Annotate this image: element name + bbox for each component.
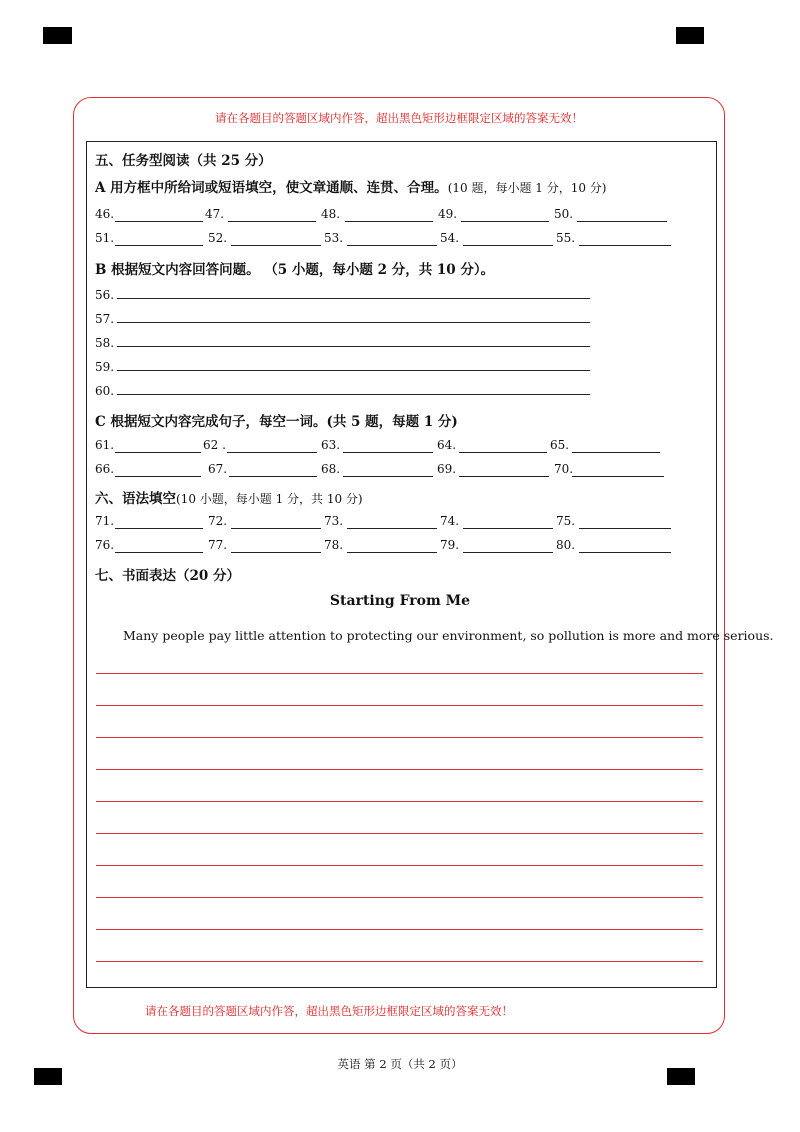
q79-number: 79. (440, 538, 460, 552)
q58-number: 58. (95, 336, 115, 350)
writing-line[interactable] (96, 897, 703, 898)
q59-number: 59. (95, 360, 115, 374)
q54-number: 54. (440, 231, 460, 245)
q62-number: 62 . (203, 438, 226, 452)
q57-answer-line[interactable] (117, 322, 590, 323)
writing-line[interactable] (96, 929, 703, 930)
q51-blank[interactable] (115, 245, 203, 246)
q47-blank[interactable] (228, 221, 316, 222)
q46-blank[interactable] (115, 221, 203, 222)
q79-blank[interactable] (463, 552, 553, 553)
q62-blank[interactable] (227, 452, 317, 453)
q80-number: 80. (556, 538, 576, 552)
q64-number: 64. (437, 438, 457, 452)
q73-blank[interactable] (347, 528, 437, 529)
registration-mark-top-left (43, 27, 72, 44)
warning-bottom: 请在各题目的答题区域内作答，超出黑色矩形边框限定区域的答案无效！ (145, 1004, 513, 1018)
q63-number: 63. (321, 438, 341, 452)
q66-blank[interactable] (115, 476, 201, 477)
q78-blank[interactable] (347, 552, 437, 553)
q71-number: 71. (95, 514, 115, 528)
writing-line[interactable] (96, 961, 703, 962)
q46-number: 46. (95, 207, 115, 221)
q52-number: 52. (208, 231, 228, 245)
q78-number: 78. (324, 538, 344, 552)
writing-line[interactable] (96, 801, 703, 802)
q70-blank[interactable] (572, 476, 664, 477)
q61-number: 61. (95, 438, 115, 452)
writing-line[interactable] (96, 865, 703, 866)
q75-blank[interactable] (579, 528, 671, 529)
q66-number: 66. (95, 462, 115, 476)
partA-note: (10 题，每小题 1 分，10 分) (447, 181, 607, 195)
q58-answer-line[interactable] (117, 346, 590, 347)
q69-blank[interactable] (459, 476, 549, 477)
registration-mark-top-right (676, 27, 704, 44)
q68-blank[interactable] (343, 476, 433, 477)
q55-number: 55. (556, 231, 576, 245)
section6-heading (95, 487, 363, 507)
q61-blank[interactable] (115, 452, 201, 453)
section6-title: 六、语法填空 (95, 491, 176, 507)
q76-blank[interactable] (115, 552, 203, 553)
q65-number: 65. (550, 438, 570, 452)
q48-number: 48. (321, 207, 341, 221)
q67-blank[interactable] (229, 476, 317, 477)
essay-title: Starting From Me (329, 593, 471, 609)
q71-blank[interactable] (115, 528, 203, 529)
essay-prompt: Many people pay little attention to protecting our environment, so pollution is more and more serious. (123, 628, 774, 643)
q56-answer-line[interactable] (117, 298, 590, 299)
q77-number: 77. (208, 538, 228, 552)
q54-blank[interactable] (463, 245, 553, 246)
partB-title: B 根据短文内容回答问题。 （5 小题，每小题 2 分，共 10 分）。 (95, 262, 495, 278)
q50-number: 50. (554, 207, 574, 221)
q48-blank[interactable] (345, 221, 433, 222)
q77-blank[interactable] (231, 552, 321, 553)
writing-line[interactable] (96, 673, 703, 674)
q53-blank[interactable] (347, 245, 437, 246)
q80-blank[interactable] (579, 552, 671, 553)
partC-title: C 根据短文内容完成句子，每空一词。(共 5 题，每题 1 分) (95, 414, 458, 430)
writing-line[interactable] (96, 705, 703, 706)
q55-blank[interactable] (579, 245, 671, 246)
q53-number: 53. (324, 231, 344, 245)
q69-number: 69. (437, 462, 457, 476)
q60-answer-line[interactable] (117, 394, 590, 395)
q75-number: 75. (556, 514, 576, 528)
q73-number: 73. (324, 514, 344, 528)
writing-line[interactable] (96, 769, 703, 770)
q52-blank[interactable] (231, 245, 321, 246)
q57-number: 57. (95, 312, 115, 326)
q68-number: 68. (321, 462, 341, 476)
q72-blank[interactable] (231, 528, 321, 529)
q76-number: 76. (95, 538, 115, 552)
partA-title: A 用方框中所给词或短语填空，使文章通顺、连贯、合理。 (95, 180, 448, 196)
q65-blank[interactable] (572, 452, 660, 453)
section6-note: (10 小题，每小题 1 分，共 10 分) (176, 492, 363, 506)
q50-blank[interactable] (577, 221, 667, 222)
writing-line[interactable] (96, 833, 703, 834)
q49-blank[interactable] (461, 221, 549, 222)
q59-answer-line[interactable] (117, 370, 590, 371)
q51-number: 51. (95, 231, 115, 245)
warning-top: 请在各题目的答题区域内作答，超出黑色矩形边框限定区域的答案无效！ (215, 111, 583, 125)
section7-title: 七、书面表达（20 分） (95, 568, 240, 584)
q47-number: 47. (205, 207, 225, 221)
q63-blank[interactable] (343, 452, 433, 453)
q67-number: 67. (208, 462, 228, 476)
section5-title: 五、任务型阅读（共 25 分） (95, 153, 272, 169)
q74-blank[interactable] (463, 528, 553, 529)
page-footer: 英语 第 2 页（共 2 页） (337, 1057, 463, 1071)
q74-number: 74. (440, 514, 460, 528)
q70-number: 70. (554, 462, 574, 476)
writing-line[interactable] (96, 737, 703, 738)
q49-number: 49. (438, 207, 458, 221)
q64-blank[interactable] (459, 452, 547, 453)
q72-number: 72. (208, 514, 228, 528)
partA-heading (95, 176, 606, 196)
q60-number: 60. (95, 384, 115, 398)
q56-number: 56. (95, 288, 115, 302)
